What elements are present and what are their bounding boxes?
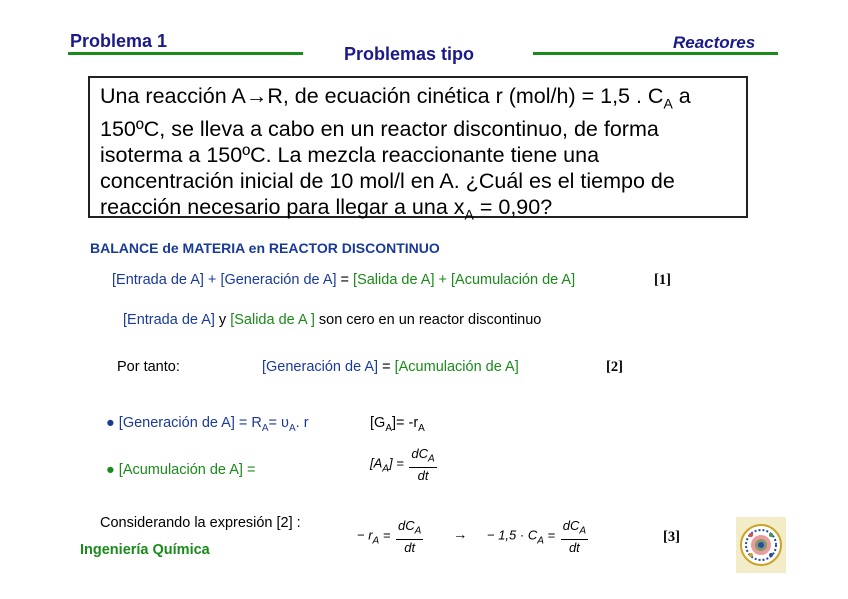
university-seal-icon [736, 517, 786, 573]
mass-balance-equation: [Entrada de A] + [Generación de A] = [Salida de A] + [Acumulación de A] [112, 272, 576, 288]
reduced-balance-equation: [Generación de A] = [Acumulación de A] [262, 359, 519, 375]
bullet-dot-icon: ● [106, 415, 115, 431]
header-rule-left [68, 52, 303, 55]
generation-term-bullet: ● [Generación de $A] = R_A= \upsilon_A$. r [106, 415, 309, 434]
accumulation-expression: $[A_A]$ = $\frac{dC_A}{dt}$ [370, 446, 435, 483]
page-title: Problemas tipo [344, 44, 475, 64]
reaction-arrow: → [245, 84, 268, 108]
equation-ref-2: [2] [606, 359, 623, 375]
dca-dt-fraction: $\frac{dC_A}{dt}$ [411, 446, 435, 483]
implies-arrow-icon: → [453, 527, 468, 543]
rate-equals-derivative-equation: − $r_A$ = $\frac{dC_A}{dt}$ [357, 518, 422, 555]
zero-terms-statement: [Entrada de A] y [Salida de A ] son cero en un reactor discontinuo [123, 312, 542, 328]
accumulation-term-bullet: ● [Acumulación de A] = [106, 462, 256, 478]
dca-dt-fraction: $\frac{dC_A}{dt}$ [562, 518, 587, 555]
problem-number-title: Problema 1 [70, 31, 168, 51]
section-topic-title: Reactores [673, 33, 756, 52]
therefore-label: Por tanto: [117, 359, 180, 375]
problem-line-1: Una reacción A→R, de ecuación cinética r (mol/h) = 1,5 . $C_A$ a [100, 84, 691, 112]
generation-rate-expression: $[G_A]= -r_A$ [370, 415, 425, 434]
equation-ref-3: [3] [663, 529, 680, 545]
problem-line-4: concentración inicial de 10 mol/l en A. ¿Cuál es el tiempo de [100, 169, 675, 194]
problem-statement-box [88, 76, 748, 223]
problem-line-5: reacción necesario para llegar a una $x_A = 0,90$? [100, 195, 553, 223]
bullet-dot-icon: ● [106, 462, 115, 478]
section-title: BALANCE de MATERIA en REACTOR DISCONTINUO [90, 240, 440, 256]
equation-ref-1: [1] [654, 272, 671, 288]
problem-line-2: 150ºC, se lleva a cabo en un reactor discontinuo, de forma [100, 117, 659, 142]
problem-line-3: isoterma a 150ºC. La mezcla reaccionante tiene una [100, 143, 600, 168]
considering-statement: Considerando la expresión [2] : [100, 515, 301, 531]
kinetic-differential-equation: − $1,5 \cdot C_A$ = $\frac{dC_A}{dt}$ [487, 518, 587, 555]
footer-department: Ingeniería Química [80, 542, 210, 558]
dca-dt-fraction: $\frac{dC_A}{dt}$ [398, 518, 422, 555]
